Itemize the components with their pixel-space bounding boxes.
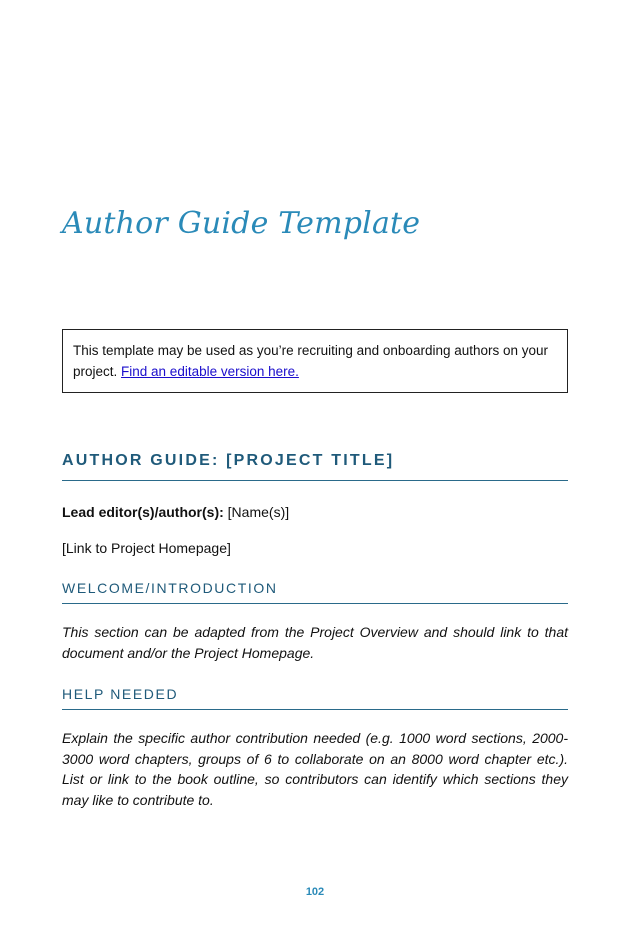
welcome-body: This section can be adapted from the Project Overview and should link to that document and/or the Project Homepage. [62, 624, 568, 661]
template-note-box [62, 329, 568, 393]
editable-version-link[interactable]: Find an editable version here. [121, 364, 299, 379]
lead-editors-line [62, 502, 568, 523]
page-title: Author Guide Template [62, 206, 421, 241]
lead-editors-value: [Name(s)] [223, 504, 290, 520]
page-number: 102 [305, 886, 325, 898]
lead-editors-label: Lead editor(s)/author(s): [62, 504, 224, 520]
project-homepage-placeholder: [Link to Project Homepage] [62, 540, 231, 556]
note-text: This template may be used as you’re recruiting and onboarding authors on your project. [73, 343, 549, 379]
help-needed-body: Explain the specific author contribution needed (e.g. 1000 word sections, 2000-3000 word chapters, groups of 6 to collaborate on an 8000 word chapter etc.). List or link to the book outline, so contributors can identify which sections they may like to contribute to. [62, 730, 568, 808]
welcome-heading: WELCOME/INTRODUCTION [62, 580, 568, 604]
help-needed-heading: HELP NEEDED [62, 686, 568, 710]
author-guide-heading: AUTHOR GUIDE: [PROJECT TITLE] [62, 452, 568, 481]
